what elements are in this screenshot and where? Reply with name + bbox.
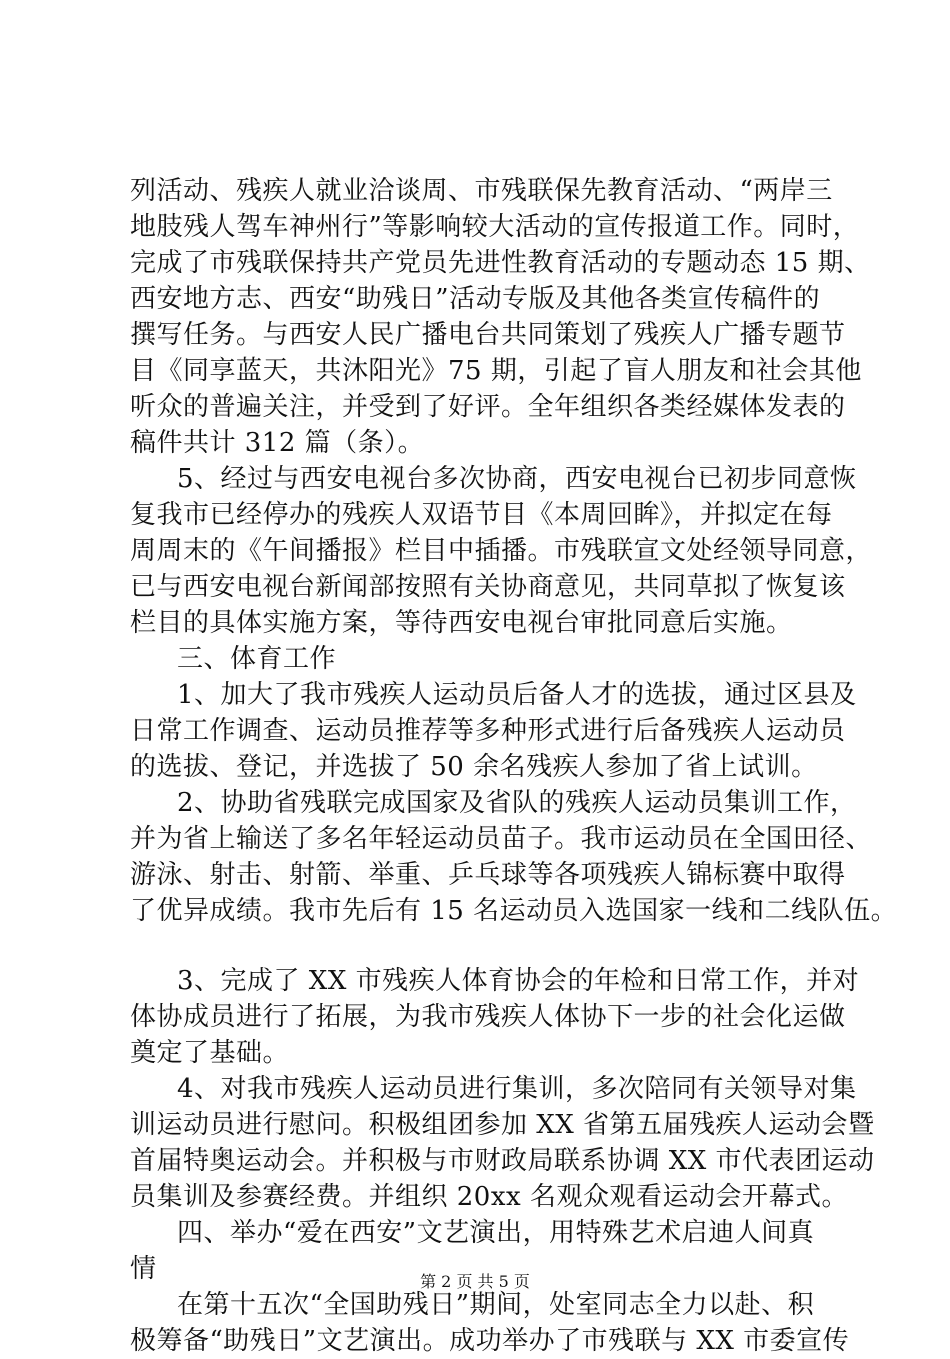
text-line: 日常工作调查、运动员推荐等多种形式进行后备残疾人运动员 [130, 716, 846, 746]
text-line: 西安地方志、西安“助残日”活动专版及其他各类宣传稿件的 [130, 284, 821, 314]
text-line: 周周末的《午间播报》栏目中插播。市残联宣文处经领导同意， [130, 536, 873, 566]
text-line: 极筹备“助残日”文艺演出。成功举办了市残联与 XX 市委宣传 [130, 1326, 850, 1356]
paragraph-start-line: 3、完成了 XX 市残疾人体育协会的年检和日常工作，并对 [177, 966, 860, 996]
text-line: 听众的普遍关注，并受到了好评。全年组织各类经媒体发表的 [130, 392, 846, 422]
text-line: 并为省上输送了多名年轻运动员苗子。我市运动员在全国田径、 [130, 824, 873, 854]
text-line: 地肢残人驾车神州行”等影响较大活动的宣传报道工作。同时， [130, 212, 860, 242]
text-line: 复我市已经停办的残疾人双语节目《本周回眸》，并拟定在每 [130, 500, 833, 530]
text-line: 奠定了基础。 [130, 1038, 290, 1068]
page-number-footer: 第 2 页 共 5 页 [420, 1272, 530, 1291]
text-line: 完成了市残联保持共产党员先进性教育活动的专题动态 15 期、 [130, 248, 871, 278]
paragraph-start-line: 2、协助省残联完成国家及省队的残疾人运动员集训工作， [177, 788, 857, 818]
text-line: 情 [130, 1254, 157, 1284]
text-line: 训运动员进行慰问。积极组团参加 XX 省第五届残疾人运动会暨 [130, 1110, 875, 1140]
text-line: 目《同享蓝天，共沐阳光》75 期，引起了盲人朋友和社会其他 [130, 356, 862, 386]
text-line: 的选拔、登记，并选拔了 50 余名残疾人参加了省上试训。 [130, 752, 818, 782]
text-line: 稿件共计 312 篇（条）。 [130, 428, 425, 458]
text-line: 栏目的具体实施方案，等待西安电视台审批同意后实施。 [130, 608, 793, 638]
paragraph-start-line: 在第十五次“全国助残日”期间，处室同志全力以赴、积 [177, 1290, 815, 1320]
text-line: 列活动、残疾人就业洽谈周、市残联保先教育活动、“两岸三 [130, 176, 833, 206]
text-line: 体协成员进行了拓展，为我市残疾人体协下一步的社会化运做 [130, 1002, 846, 1032]
paragraph-start-line: 1、加大了我市残疾人运动员后备人才的选拔，通过区县及 [177, 680, 857, 710]
text-line: 已与西安电视台新闻部按照有关协商意见，共同草拟了恢复该 [130, 572, 846, 602]
text-line: 员集训及参赛经费。并组织 20xx 名观众观看运动会开幕式。 [130, 1182, 848, 1212]
section-heading: 三、体育工作 [177, 644, 337, 674]
section-heading: 四、举办“爱在西安”文艺演出，用特殊艺术启迪人间真 [177, 1218, 815, 1248]
text-line: 撰写任务。与西安人民广播电台共同策划了残疾人广播专题节 [130, 320, 846, 350]
text-line: 了优异成绩。我市先后有 15 名运动员入选国家一线和二线队伍。 [130, 896, 898, 926]
text-line: 首届特奥运动会。并积极与市财政局联系协调 XX 市代表团运动 [130, 1146, 875, 1176]
text-line: 游泳、射击、射箭、举重、乒乓球等各项残疾人锦标赛中取得 [130, 860, 846, 890]
paragraph-start-line: 4、对我市残疾人运动员进行集训，多次陪同有关领导对集 [177, 1074, 857, 1104]
paragraph-start-line: 5、经过与西安电视台多次协商，西安电视台已初步同意恢 [177, 464, 857, 494]
